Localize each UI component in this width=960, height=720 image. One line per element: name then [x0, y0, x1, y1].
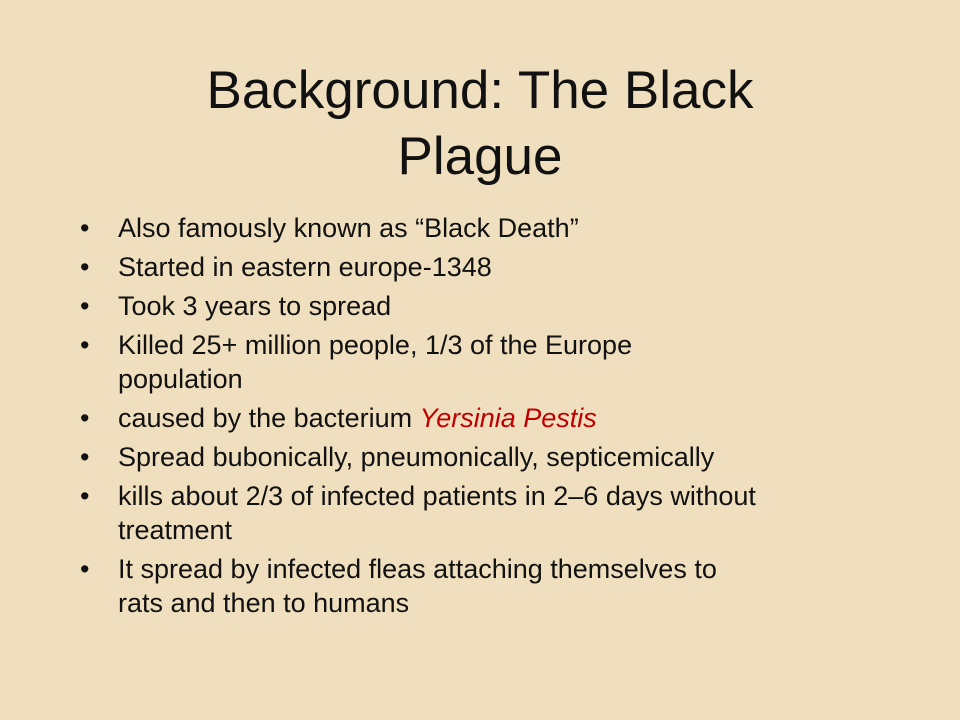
bullet-line: rats and then to humans — [118, 588, 410, 618]
bullet-item-deaths — [80, 328, 900, 396]
bullet-text — [118, 328, 900, 396]
bullet-line: treatment — [118, 515, 233, 545]
bullet-item-bacterium — [80, 401, 900, 435]
bullet-text — [118, 211, 900, 245]
bullet-line: Also famously known as “Black Death” — [118, 213, 579, 243]
bullet-item-started — [80, 250, 900, 284]
bullet-item-spread-types — [80, 440, 900, 474]
bullet-item-fleas — [80, 552, 900, 620]
bullet-marker: • — [80, 403, 90, 433]
slide-title-line-2: Plague — [397, 127, 563, 186]
bullet-text — [118, 552, 900, 620]
bullet-text — [118, 401, 900, 435]
slide-title-line-1: Background: The Black — [206, 61, 754, 120]
bullet-prefix: caused by the bacterium — [118, 403, 420, 433]
bullet-line: It spread by infected fleas attaching themselves to — [118, 554, 717, 584]
bullet-line: kills about 2/3 of infected patients in 2–6 days without — [118, 481, 756, 511]
bullet-text — [118, 440, 900, 474]
bullet-line — [118, 401, 900, 435]
bullet-item-fatality — [80, 479, 900, 547]
bullet-marker: • — [80, 481, 90, 511]
bullet-line: Spread bubonically, pneumonically, septicemically — [118, 442, 715, 472]
bullet-line: Took 3 years to spread — [118, 291, 392, 321]
bullet-marker: • — [80, 442, 90, 472]
bullet-text — [118, 289, 900, 323]
bullet-list — [80, 211, 900, 625]
bullet-line: population — [118, 364, 243, 394]
bullet-marker: • — [80, 291, 90, 321]
bullet-marker: • — [80, 554, 90, 584]
slide-title — [80, 58, 880, 190]
bullet-marker: • — [80, 213, 90, 243]
bullet-line: Started in eastern europe-1348 — [118, 252, 492, 282]
bullet-text — [118, 250, 900, 284]
bullet-marker: • — [80, 330, 90, 360]
bullet-text — [118, 479, 900, 547]
bullet-item-black-death — [80, 211, 900, 245]
bullet-line: Killed 25+ million people, 1/3 of the Europe — [118, 330, 633, 360]
bacterium-name: Yersinia Pestis — [419, 403, 597, 433]
bullet-item-spread-years — [80, 289, 900, 323]
bullet-marker: • — [80, 252, 90, 282]
